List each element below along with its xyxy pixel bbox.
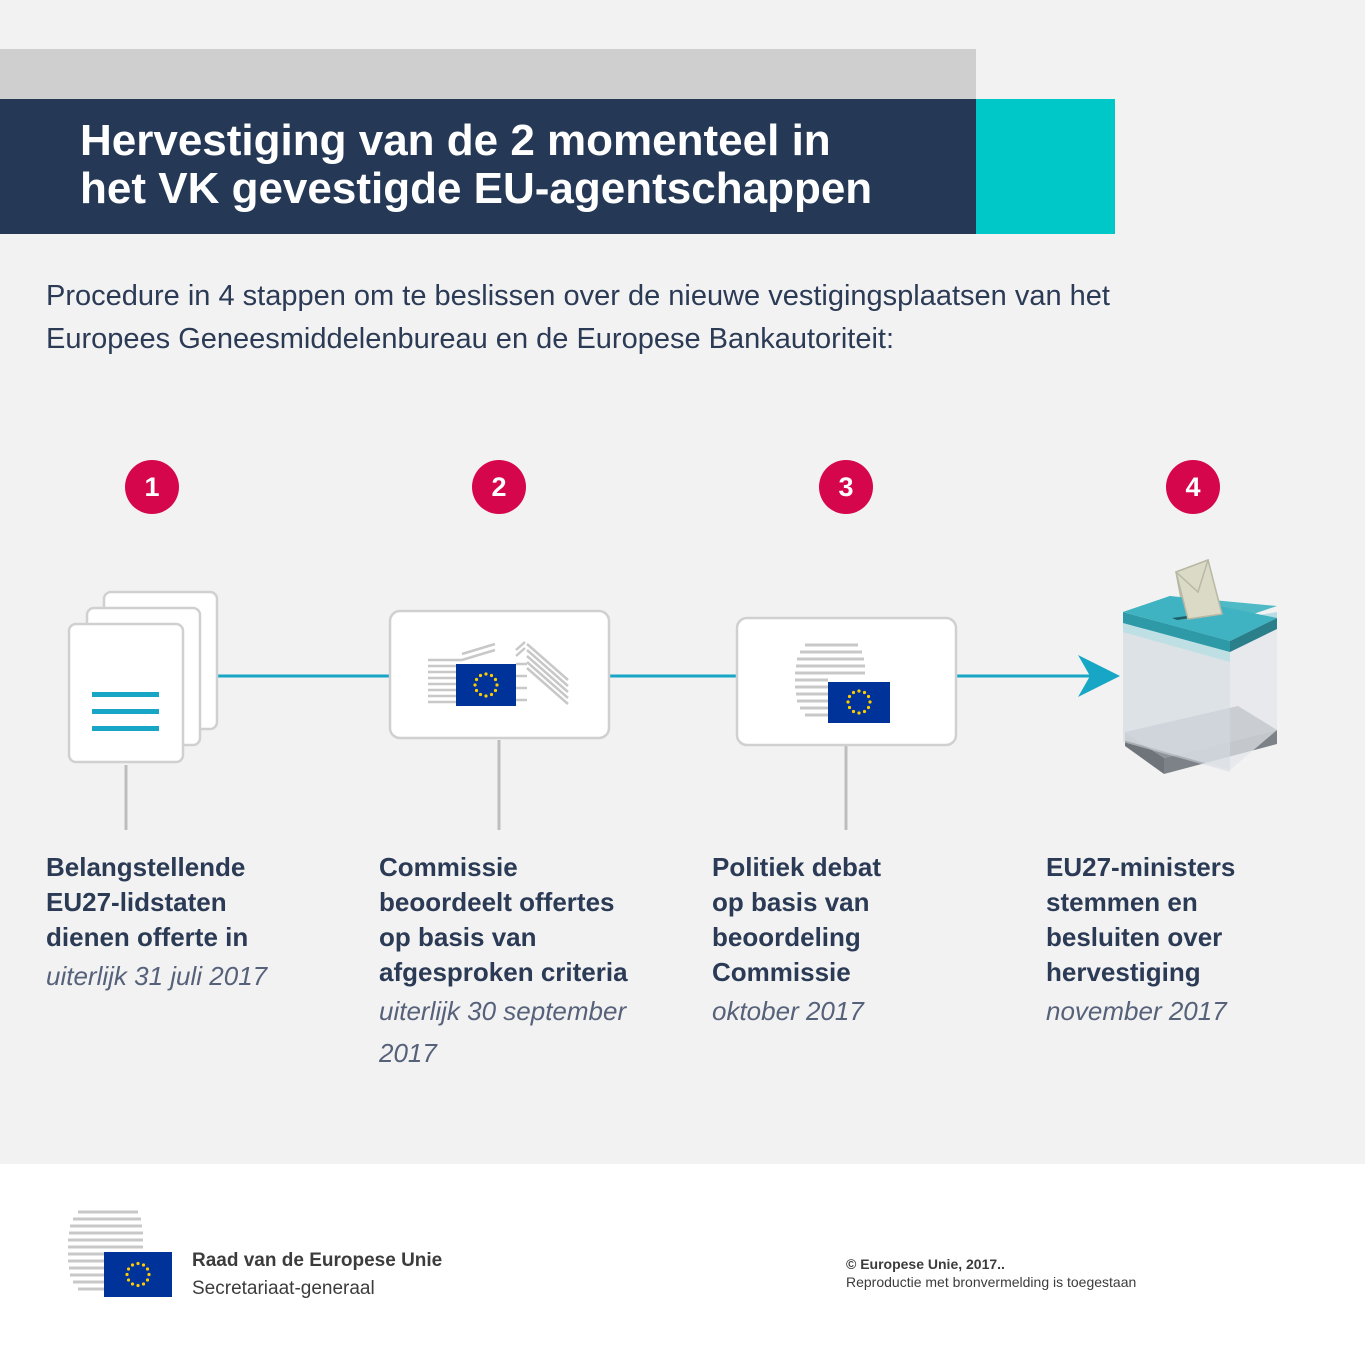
title-line-1: Hervestiging van de 2 momenteel in [80, 116, 831, 165]
reproduction-notice: Reproductie met bronvermelding is toegestaan [846, 1274, 1137, 1290]
step-2-number: 2 [472, 460, 526, 514]
step-2-title-line: op basis van [379, 922, 537, 952]
european-commission-building-icon [390, 611, 609, 738]
step-2-title-line: Commissie [379, 852, 518, 882]
step-2-title-line: beoordeelt offertes [379, 887, 615, 917]
title-accent-block [976, 99, 1115, 234]
step-2-text [379, 850, 679, 1074]
intro-text [46, 275, 1326, 361]
step-1-title-line: Belangstellende [46, 852, 246, 882]
step-4-title-line: hervestiging [1046, 957, 1201, 987]
title-line-2: het VK gevestigde EU-agentschappen [80, 164, 873, 213]
step-4-date: november 2017 [1046, 996, 1227, 1026]
step-3-title-line: Commissie [712, 957, 851, 987]
step-2-date-line: uiterlijk 30 september [379, 996, 627, 1026]
step-3-title-line: Politiek debat [712, 852, 882, 882]
header-grey-band [0, 49, 976, 99]
ballot-box-icon [1123, 560, 1277, 774]
step-3-title-line: op basis van [712, 887, 870, 917]
organization-subtitle: Secretariaat-generaal [192, 1278, 375, 1299]
step-2-date-line: 2017 [379, 1038, 437, 1068]
step-4-title [1046, 850, 1346, 990]
intro-line-1: Procedure in 4 stappen om te beslissen over de nieuwe vestigingsplaatsen van het [46, 280, 1110, 312]
european-council-logo-icon [737, 618, 956, 745]
step-2-title [379, 850, 679, 990]
step-4-title-line: stemmen en [1046, 887, 1198, 917]
step-4-number: 4 [1166, 460, 1220, 514]
intro-line-2: Europees Geneesmiddelenbureau en de Europese Bankautoriteit: [46, 323, 895, 355]
step-3-number: 3 [819, 460, 873, 514]
step-1-text [46, 850, 346, 997]
step-2-title-line: afgesproken criteria [379, 957, 628, 987]
step-3-text [712, 850, 1012, 1032]
step-1-title-line: EU27-lidstaten [46, 887, 227, 917]
organization-name: Raad van de Europese Unie [192, 1250, 443, 1271]
page-title [80, 117, 960, 213]
step-1-date: uiterlijk 31 juli 2017 [46, 961, 268, 991]
connector-arrow-3-4 [956, 655, 1120, 697]
step-4-text [1046, 850, 1346, 1032]
process-diagram [0, 540, 1365, 840]
council-logo-icon [66, 1208, 176, 1300]
step-1-title [46, 850, 346, 955]
copyright-notice: © Europese Unie, 2017.. [846, 1256, 1005, 1272]
step-1-number: 1 [125, 460, 179, 514]
step-3-title-line: beoordeling [712, 922, 861, 952]
step-4-title-line: EU27-ministers [1046, 852, 1236, 882]
step-3-date: oktober 2017 [712, 996, 864, 1026]
step-4-title-line: besluiten over [1046, 922, 1223, 952]
documents-icon [69, 592, 217, 762]
step-1-title-line: dienen offerte in [46, 922, 249, 952]
step-2-date [379, 990, 679, 1074]
step-3-title [712, 850, 1012, 990]
